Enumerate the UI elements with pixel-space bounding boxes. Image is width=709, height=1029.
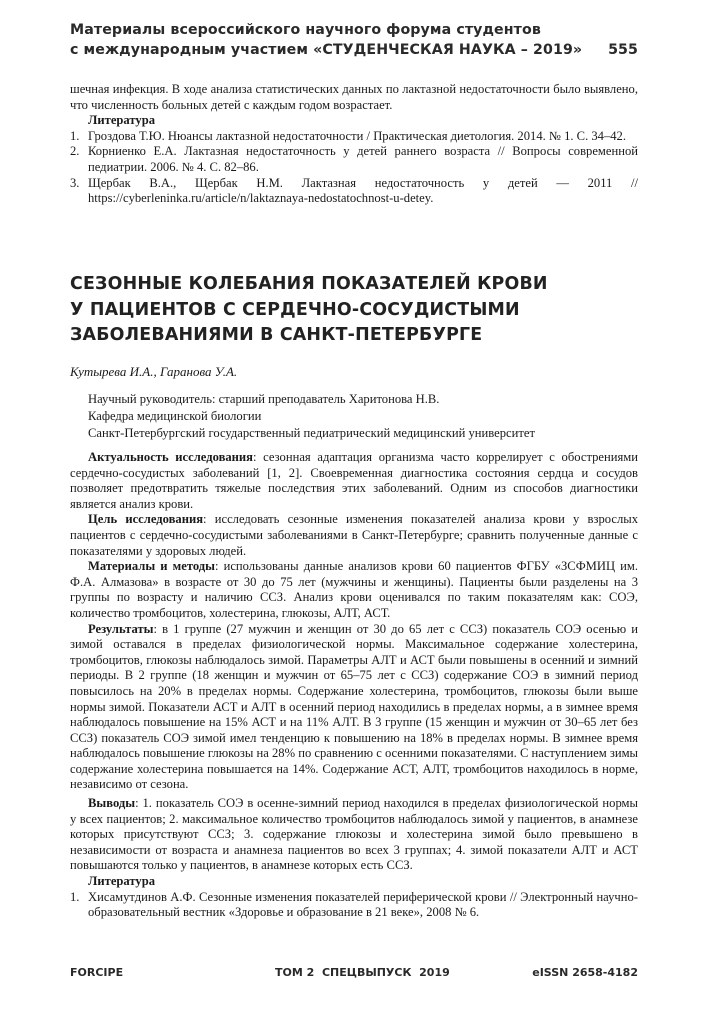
reference-number: 2. bbox=[70, 144, 80, 159]
previous-article-tail bbox=[70, 82, 638, 207]
reference-text: Щербак В.А., Щербак Н.М. Лактазная недостаточность у детей — 2011 // https://cyberleninka.ru/article/n/laktaznaya-nedostatochnost-u-detey. bbox=[88, 175, 638, 206]
section-label: Актуальность исследования bbox=[88, 450, 253, 464]
references-heading: Литература bbox=[88, 113, 156, 128]
section-text: : использованы данные анализов крови 60 пациентов ФГБУ «ЗСФМИЦ им. Ф.А. Алмазова» в возрасте от 30 до 75 лет (мужчины и женщины). Пациенты были разделены на 3 группы по возрасту и наличию ССЗ. Анализ крови оценивался по таким показателям как: СОЭ, количество тромбоцитов, холестерина, глюкозы, АЛТ, АСТ. bbox=[70, 559, 639, 620]
section-label: Результаты bbox=[88, 621, 154, 636]
section-relevance bbox=[70, 450, 638, 512]
reference-item bbox=[70, 129, 638, 145]
reference-item bbox=[70, 176, 638, 207]
supervisor: Научный руководитель: старший преподаватель Харитонова Н.В. bbox=[88, 392, 440, 406]
affiliation-block bbox=[88, 391, 638, 442]
section-methods bbox=[70, 559, 638, 621]
running-header-line1: Материалы всероссийского научного форума студентов bbox=[70, 22, 541, 38]
section-label: Цель исследования bbox=[88, 512, 204, 527]
section-aim bbox=[70, 512, 638, 559]
section-text: : исследовать сезонные изменения показателей анализа крови у взрослых пациентов с сердечно-сосудистыми заболеваниями в Санкт-Петербурге; сравнить полученные данные с показателями у здоровых людей. bbox=[70, 512, 638, 558]
running-header-line2: с международным участием «СТУДЕНЧЕСКАЯ НАУКА – 2019» bbox=[70, 42, 583, 58]
section-text: : в 1 группе (27 мужчин и женщин от 30 до 65 лет с ССЗ) показатель СОЭ осенью и зимой оставался в пределах физиологической нормы. Максимальное содержание холестерина, тромбоцитов, глюкозы наблюдалось зимой. Параметры АЛТ и АСТ были повышены в осенний и зимний периоды. В 2 группе (18 женщин и мужчин от 65–75 лет с ССЗ) содержание СОЭ в зимний период повысилось на 20% в пределах нормы. Содержание холестерина, тромбоцитов, глюкозы были выше нормы зимой. Показатели АСТ и АЛТ в осенний период находились в пределах нормы, а в зимнее время наблюдалось повышение на 15% АСТ и на 11% АЛТ. В 3 группе (15 женщин и мужчин от 30–65 лет без ССЗ) показатель СОЭ зимой имел тенденцию к повышению на 18% в пределах нормы. В зимнее время наблюдалось повышение глюкозы на 28% по сравнению с осенними показателями. С наступлением зимы содержание холестерина повышается на 14%. Содержание АСТ, АЛТ, тромбоцитов находилось в норме, независимо от сезона. bbox=[70, 621, 638, 792]
reference-item bbox=[70, 890, 638, 921]
references-list bbox=[70, 890, 638, 921]
section-label: Материалы и методы bbox=[88, 559, 215, 574]
reference-text: Корниенко Е.А. Лактазная недостаточность у детей раннего возраста // Вопросы современной педиатрии. 2006. № 4. С. 82–86. bbox=[88, 144, 638, 174]
tail-paragraph: шечная инфекция. В ходе анализа статистических данных по лактазной недостаточности было выявлено, что численность больных детей с каждым годом возрастает. bbox=[70, 82, 638, 112]
section-label: Выводы bbox=[88, 796, 136, 811]
references-list bbox=[70, 129, 638, 207]
title-line: ЗАБОЛЕВАНИЯМИ В САНКТ-ПЕТЕРБУРГЕ bbox=[70, 325, 483, 345]
reference-number: 3. bbox=[70, 175, 80, 190]
issue-info: ТОМ 2 СПЕЦВЫПУСК 2019 bbox=[275, 966, 450, 979]
title-line: У ПАЦИЕНТОВ С СЕРДЕЧНО-СОСУДИСТЫМИ bbox=[70, 299, 520, 320]
article-title bbox=[70, 272, 638, 349]
section-conclusions bbox=[70, 796, 638, 874]
department: Кафедра медицинской биологии bbox=[88, 409, 262, 423]
section-text: : сезонная адаптация организма часто коррелирует с обострениями сердечно-сосудистых заболеваний [1, 2]. Своевременная диагностика состояния сердца и сосудов позволяет предотвратить тяжелые последствия этих заболеваний. Одним из способов диагностики является анализ крови. bbox=[70, 450, 638, 511]
reference-number: 1. bbox=[70, 889, 80, 904]
title-line: СЕЗОННЫЕ КОЛЕБАНИЯ ПОКАЗАТЕЛЕЙ КРОВИ bbox=[70, 274, 548, 294]
reference-text: Хисамутдинов А.Ф. Сезонные изменения показателей периферической крови // Электронный научно-образовательный вестник «Здоровье и образование в 21 веке», 2008 № 6. bbox=[88, 889, 638, 920]
eissn: eISSN 2658-4182 bbox=[532, 966, 638, 979]
page-number: 555 bbox=[608, 42, 638, 58]
references-heading: Литература bbox=[88, 874, 156, 889]
university: Санкт-Петербургский государственный педиатрический медицинский университет bbox=[88, 426, 535, 440]
reference-text: Гроздова Т.Ю. Нюансы лактазной недостаточности / Практическая диетология. 2014. № 1. С. 34–42. bbox=[88, 128, 627, 143]
reference-number: 1. bbox=[70, 128, 80, 143]
running-header bbox=[70, 20, 638, 60]
journal-name: FORCIPE bbox=[70, 966, 124, 979]
article-authors: Кутырева И.А., Гаранова У.А. bbox=[70, 364, 238, 379]
reference-item bbox=[70, 144, 638, 175]
section-text: : 1. показатель СОЭ в осенне-зимний период находился в пределах физиологической нормы у всех пациентов; 2. максимальное количество тромбоцитов наблюдалось зимой у пациентов, в анамнезе которых присутствуют ССЗ; 3. содержание глюкозы и холестерина зимой было превышено в независимости от возраста и анамнеза пациентов во всех 3 группах; 4. зимой показатели АЛТ и АСТ повышаются только у пациентов, в анамнезе которых есть ССЗ. bbox=[70, 796, 638, 873]
section-results bbox=[70, 622, 638, 794]
article-body bbox=[70, 450, 638, 921]
